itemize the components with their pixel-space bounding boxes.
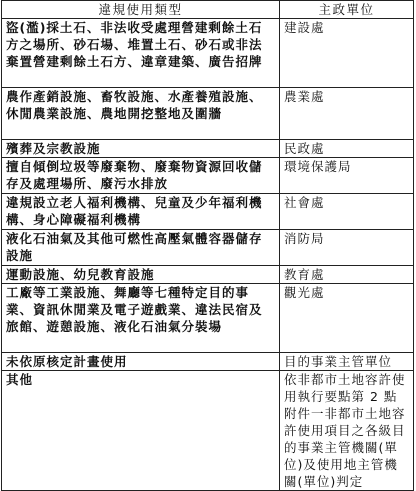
violation-type-cell: 農作產銷設施、畜牧設施、水產養殖設施、休閒農業設施、農地開挖整地及圍牆 bbox=[2, 88, 280, 140]
table-row bbox=[2, 88, 414, 140]
violation-type-cell: 工廠等工業設施、舞廳等七種特定目的事業、資訊休閒業及電子遊戲業、違法民宿及旅館、遊憩設施、液化石油氣分裝場 bbox=[2, 284, 280, 353]
agency-cell: 教育處 bbox=[280, 266, 414, 284]
violation-type-cell: 液化石油氣及其他可燃性高壓氣體容器儲存設施 bbox=[2, 230, 280, 266]
table-row bbox=[2, 230, 414, 266]
violation-type-cell: 未依原核定計畫使用 bbox=[2, 353, 280, 371]
table-row bbox=[2, 266, 414, 284]
violation-agency-table bbox=[1, 0, 414, 491]
table-row bbox=[2, 19, 414, 88]
violation-type-cell: 違規設立老人福利機構、兒童及少年福利機構、身心障礙福利機構 bbox=[2, 194, 280, 230]
agency-cell: 觀光處 bbox=[280, 284, 414, 353]
table-row bbox=[2, 371, 414, 491]
violation-type-cell: 殯葬及宗教設施 bbox=[2, 140, 280, 158]
table-row bbox=[2, 194, 414, 230]
violation-type-cell: 擅自傾倒垃圾等廢棄物、廢棄物資源回收儲存及處理場所、廢污水排放 bbox=[2, 158, 280, 194]
table-row bbox=[2, 140, 414, 158]
agency-cell: 消防局 bbox=[280, 230, 414, 266]
header-responsible-agency: 主政單位 bbox=[280, 1, 414, 19]
agency-cell: 依非都市土地容許使用執行要點第 2 點附件一非都市土地容許使用項目之各級目的事業主管機關(單位)及使用地主管機關(單位)判定 bbox=[280, 371, 414, 491]
violation-type-cell: 其他 bbox=[2, 371, 280, 491]
table-row bbox=[2, 353, 414, 371]
table-row bbox=[2, 284, 414, 353]
table-row bbox=[2, 158, 414, 194]
violation-type-cell: 運動設施、幼兒教育設施 bbox=[2, 266, 280, 284]
agency-cell: 農業處 bbox=[280, 88, 414, 140]
agency-cell: 民政處 bbox=[280, 140, 414, 158]
header-violation-type: 違規使用類型 bbox=[2, 1, 280, 19]
agency-cell: 環境保護局 bbox=[280, 158, 414, 194]
table-header-row bbox=[2, 1, 414, 19]
agency-cell: 目的事業主管單位 bbox=[280, 353, 414, 371]
agency-cell: 建設處 bbox=[280, 19, 414, 88]
agency-cell: 社會處 bbox=[280, 194, 414, 230]
violation-type-cell: 盜(濫)採土石、非法收受處理營建剩餘土石方之場所、砂石場、堆置土石、砂石或非法棄置營建剩餘土石方、違章建築、廣告招牌 bbox=[2, 19, 280, 88]
